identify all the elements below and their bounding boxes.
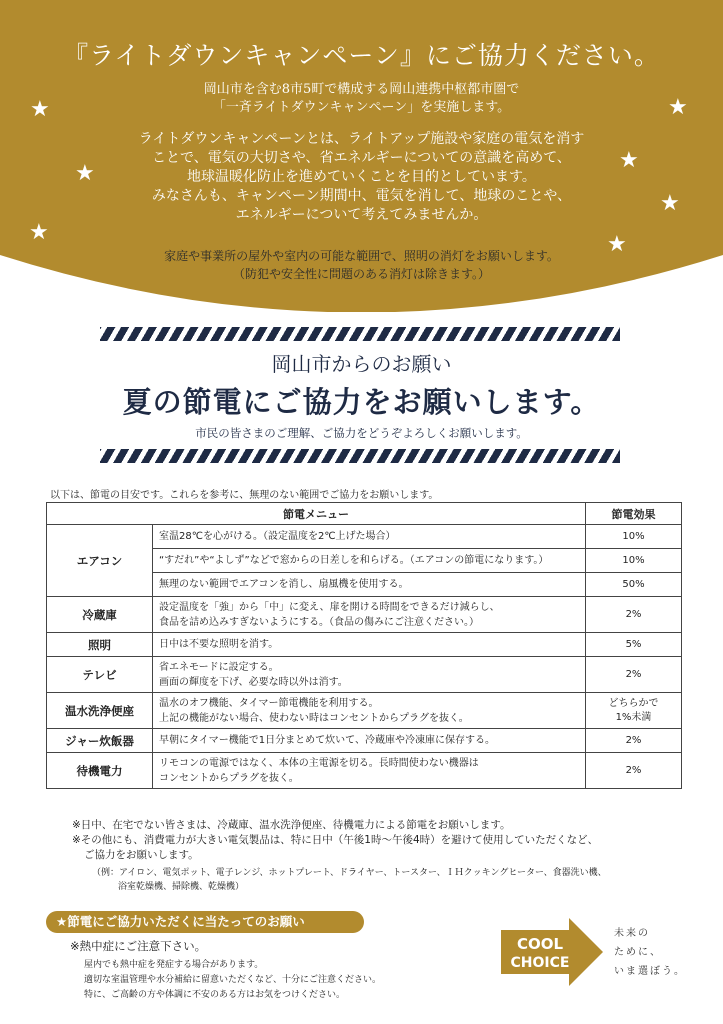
category-fridge: 冷蔵庫 [47,597,153,633]
star-icon: ★ [30,97,50,122]
menu-line: 食品を詰め込みすぎないようにする。（食品の傷みにご注意ください。） [159,616,479,628]
menu-cell: 早朝にタイマー機能で1日分まとめて炊いて、冷蔵庫や冷凍庫に保存する。 [153,729,586,753]
menu-cell: “すだれ”や“よしず”などで窓からの日差しを和らげる。（エアコンの節電になります。） [153,549,586,573]
heatstroke-line: 特に、ご高齢の方や体調に不安のある方はお気をつけください。 [84,990,346,1000]
cooperation-request-pill: ★節電にご協力いただくに当たってのお願い [46,911,364,933]
star-icon: ★ [607,232,627,257]
header-menu: 節電メニュー [47,503,586,525]
logo-tagline: いま選ぼう。 [614,966,686,977]
campaign-banner [0,0,723,312]
table-row [47,597,682,633]
table-row [47,693,682,729]
logo-tagline: ために、 [614,947,662,958]
stripe-divider [100,449,620,463]
menu-cell: 日中は不要な照明を消す。 [153,633,586,657]
table-row [47,729,682,753]
heatstroke-title: ※熱中症にご注意下さい。 [70,939,207,953]
category-aircon: エアコン [47,525,153,597]
effect-cell: 10% [586,525,682,549]
logo-text-line: COOL [516,935,564,953]
effect-cell: 2% [586,729,682,753]
effect-line: 1%未満 [615,711,652,723]
footnote: ※日中、在宅でない皆さまは、冷蔵庫、温水洗浄便座、待機電力による節電をお願いします。 [72,819,511,831]
menu-line: 省エネモードに設定する。 [159,661,279,673]
menu-cell [153,657,586,693]
menu-line: リモコンの電源ではなく、本体の主電源を切る。長時間使わない機器は [159,757,479,769]
logo-text-line: CHOICE [510,955,570,971]
banner-request-line: （防犯や安全性に問題のある消灯は除きます。） [232,267,491,281]
table-intro: 以下は、節電の目安です。これらを参考に、無理のない範囲でご協力をお願いします。 [50,490,439,501]
footnote: ご協力をお願いします。 [84,849,199,861]
category-standby-power: 待機電力 [47,753,153,789]
category-toilet-seat: 温水洗浄便座 [47,693,153,729]
cool-choice-logo [497,916,607,988]
menu-cell [153,597,586,633]
category-rice-cooker: ジャー炊飯器 [47,729,153,753]
table-row [47,753,682,789]
banner-description-line: みなさんも、キャンペーン期間中、電気を消して、地球のことや、 [151,188,572,204]
effect-cell [586,693,682,729]
menu-line: 上記の機能がない場合、使わない時はコンセントからプラグを抜く。 [159,712,469,724]
power-saving-table [46,502,682,789]
effect-cell: 2% [586,597,682,633]
star-icon: ★ [619,148,639,173]
request-from-city: 岡山市からのお願い [271,352,452,376]
banner-description-line: 地球温暖化防止を進めていくことを目的としています。 [187,169,536,185]
table-row [47,657,682,693]
star-icon: ★ [668,95,688,120]
effect-line: どちらかで [608,697,659,709]
banner-intro-line: 「一斉ライトダウンキャンペーン」を実施します。 [212,100,511,115]
table-row [47,633,682,657]
banner-description-line: エネルギーについて考えてみませんか。 [235,207,488,223]
star-icon: ★ [75,161,95,186]
menu-cell [153,693,586,729]
category-tv: テレビ [47,657,153,693]
category-lighting: 照明 [47,633,153,657]
menu-cell [153,753,586,789]
page-headline: 夏の節電にご協力をお願いします。 [122,385,601,419]
banner-description-line: ことで、電気の大切さや、省エネルギーについての意識を高めて、 [152,150,571,166]
star-icon: ★ [660,191,680,216]
menu-line: 設定温度を「強」から「中」に変え、扉を開ける時間をできるだけ減らし、 [159,601,500,613]
banner-description-line: ライトダウンキャンペーンとは、ライトアップ施設や家庭の電気を消す [138,131,585,147]
footnote-example: （例：アイロン、電気ポット、電子レンジ、ホットプレート、ドライヤー、トースター、ＩＨクッキングヒーター、食器洗い機、 [92,868,607,878]
menu-line: コンセントからプラグを抜く。 [159,772,299,784]
effect-cell: 2% [586,753,682,789]
effect-cell: 50% [586,573,682,597]
heatstroke-line: 屋内でも熱中症を発症する場合があります。 [84,960,264,970]
stripe-divider [100,327,620,341]
effect-cell: 5% [586,633,682,657]
header-effect: 節電効果 [586,503,682,525]
footnote-example: 浴室乾燥機、掃除機、乾燥機） [118,882,245,892]
star-icon: ★ [29,220,49,245]
table-row [47,525,682,549]
menu-line: 温水のオフ機能、タイマー節電機能を利用する。 [159,697,379,709]
banner-title: 『ライトダウンキャンペーン』にご協力ください。 [63,41,660,70]
logo-tagline: 未来の [614,928,650,939]
menu-line: 画面の輝度を下げ、必要な時以外は消す。 [159,676,348,688]
effect-cell: 2% [586,657,682,693]
heatstroke-line: 適切な室温管理や水分補給に留意いただくなど、十分にご注意ください。 [84,975,382,985]
banner-intro-line: 岡山市を含む8市5町で構成する岡山連携中枢都市圏で [203,82,520,97]
banner-request-line: 家庭や事業所の屋外や室内の可能な範囲で、照明の消灯をお願いします。 [164,249,559,263]
page-subline: 市民の皆さまのご理解、ご協力をどうぞよろしくお願いします。 [195,426,528,440]
footnote: ※その他にも、消費電力が大きい電気製品は、特に日中（午後1時〜午後4時）を避けて使用していただくなど、 [72,834,599,846]
effect-cell: 10% [586,549,682,573]
menu-cell: 室温28℃を心がける。（設定温度を2℃上げた場合） [153,525,586,549]
table-header-row [47,503,682,525]
menu-cell: 無理のない範囲でエアコンを消し、扇風機を使用する。 [153,573,586,597]
